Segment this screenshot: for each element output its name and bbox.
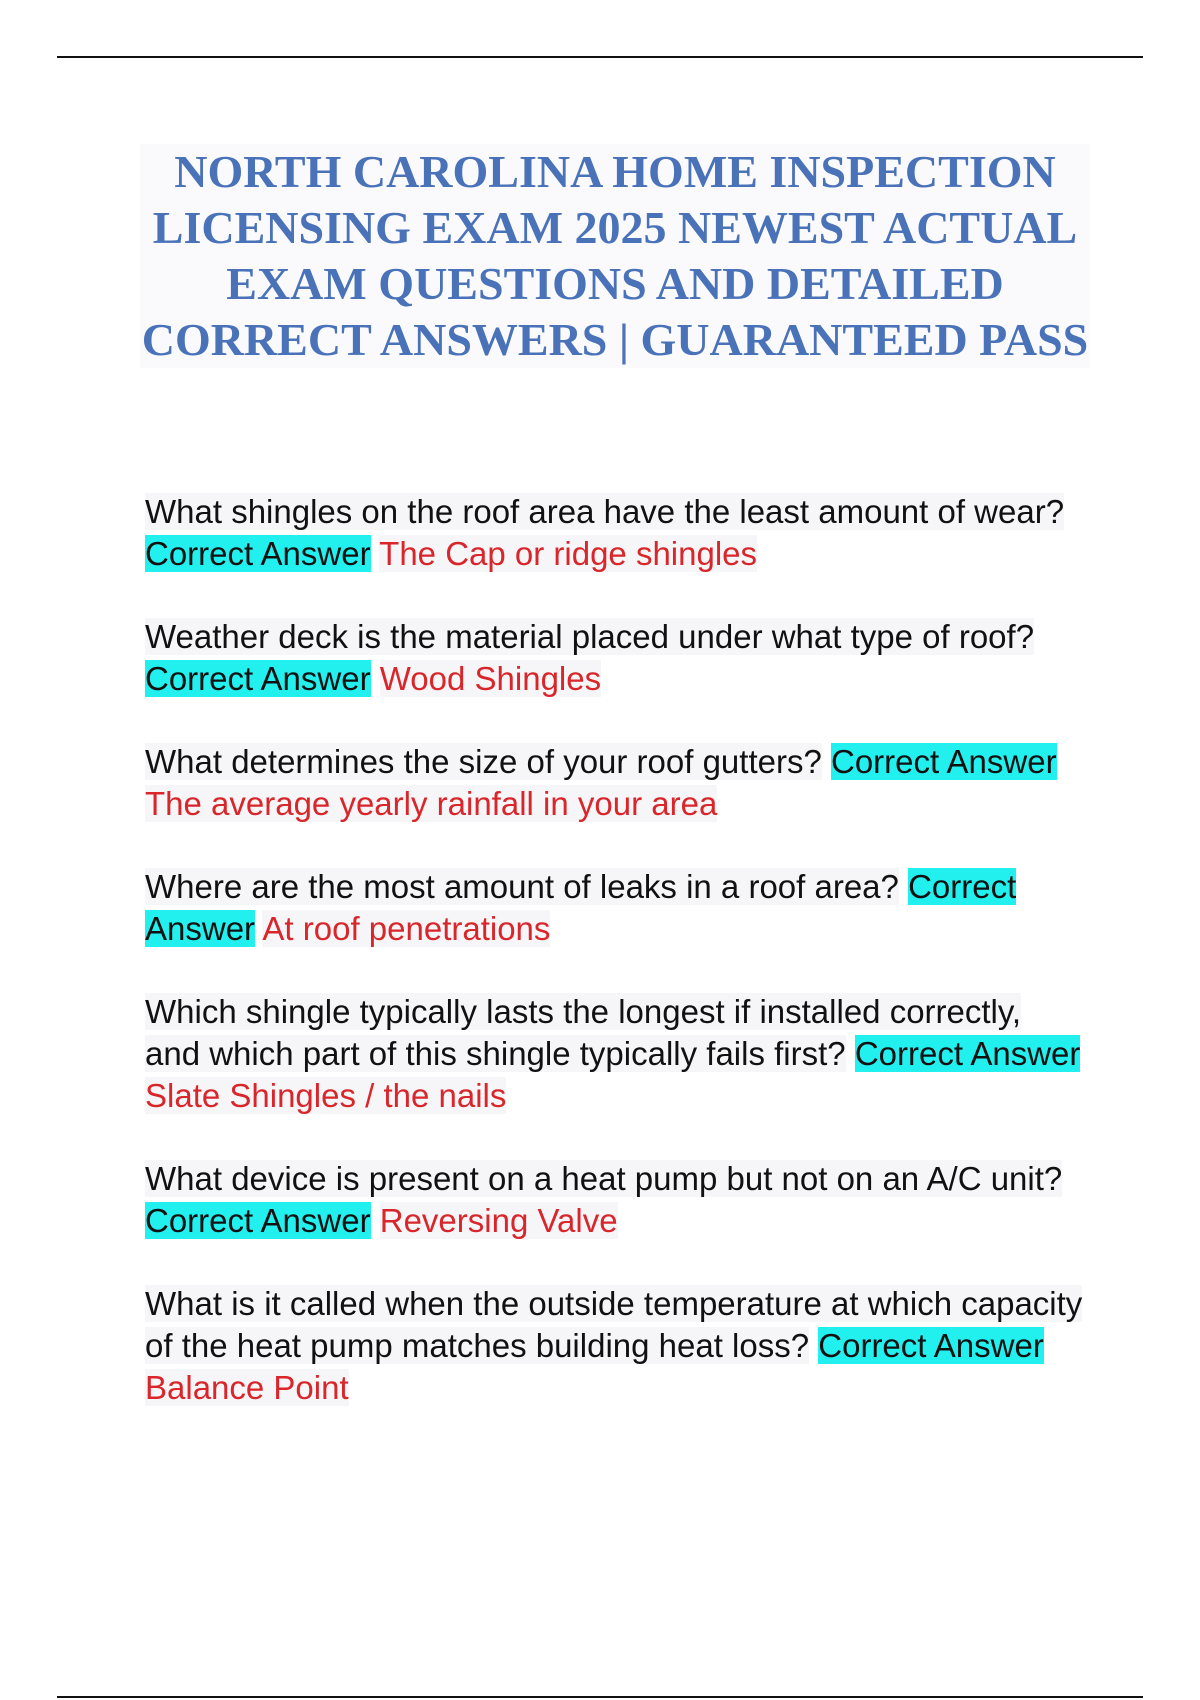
- qa-item-5: [145, 991, 1085, 1117]
- question-text: What device is present on a heat pump but not on an A/C unit?: [145, 1160, 1063, 1197]
- correct-answer-label: Correct Answer: [145, 868, 1017, 947]
- correct-answer-label: Correct Answer: [818, 1327, 1044, 1364]
- qa-item-4: [145, 866, 1085, 950]
- question-text: Weather deck is the material placed under what type of roof?: [145, 618, 1035, 655]
- correct-answer-label: Correct Answer: [145, 535, 371, 572]
- top-rule: [57, 56, 1143, 58]
- document-title: NORTH CAROLINA HOME INSPECTION LICENSING EXAM 2025 NEWEST ACTUAL EXAM QUESTIONS AND DETAILED CORRECT ANSWERS | GUARANTEED PASS: [140, 144, 1090, 368]
- qa-list: [145, 491, 1085, 1450]
- correct-answer-label: Correct Answer: [145, 1202, 371, 1239]
- question-text: What is it called when the outside temperature at which capacity of the heat pump matches building heat loss?: [145, 1285, 1083, 1364]
- answer-text: Slate Shingles / the nails: [145, 1077, 507, 1114]
- qa-item-1: [145, 491, 1085, 575]
- question-text: Where are the most amount of leaks in a roof area?: [145, 868, 899, 905]
- correct-answer-label: Correct Answer: [831, 743, 1057, 780]
- correct-answer-label: Correct Answer: [854, 1035, 1081, 1072]
- question-text: Which shingle typically lasts the longest if installed correctly, and which part of this shingle typically fails first?: [145, 993, 1022, 1072]
- question-text: What shingles on the roof area have the least amount of wear?: [145, 493, 1065, 530]
- qa-item-2: [145, 616, 1085, 700]
- answer-text: At roof penetrations: [262, 910, 551, 947]
- bottom-rule: [57, 1696, 1143, 1698]
- question-text: What determines the size of your roof gutters?: [145, 743, 822, 780]
- qa-item-6: [145, 1158, 1085, 1242]
- qa-item-7: [145, 1283, 1085, 1409]
- answer-text: The Cap or ridge shingles: [379, 535, 758, 572]
- answer-text: Balance Point: [145, 1369, 349, 1406]
- answer-text: Reversing Valve: [379, 1202, 618, 1239]
- correct-answer-label: Correct Answer: [145, 660, 371, 697]
- answer-text: The average yearly rainfall in your area: [145, 785, 718, 822]
- qa-item-3: [145, 741, 1085, 825]
- answer-text: Wood Shingles: [379, 660, 602, 697]
